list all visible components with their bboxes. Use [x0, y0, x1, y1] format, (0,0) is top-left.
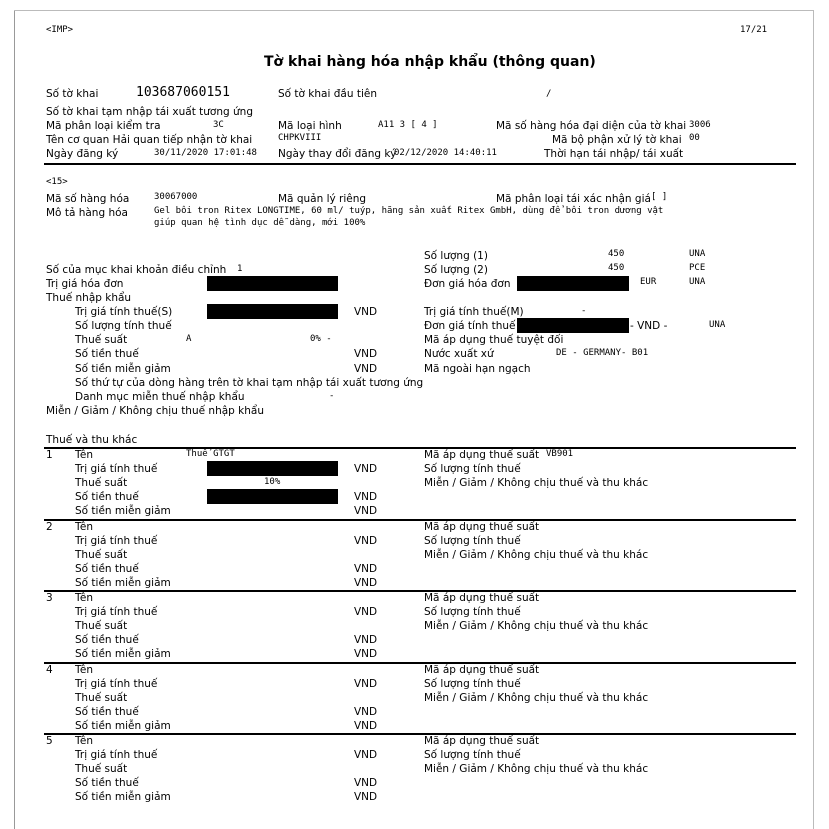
tax-so-tien-thue-currency: VND	[354, 705, 378, 718]
tax-so-tien-thue-currency: VND	[354, 777, 378, 789]
tri-gia-hoa-don-label: Trị giá hóa đơn	[46, 278, 124, 290]
thoi-han-label: Thời hạn tái nhập/ tái xuất	[544, 148, 684, 160]
so-to-khai-value: 103687060151	[136, 85, 230, 100]
tax-mien-giam-thue-va-thu-khac-label: Miễn / Giảm / Không chịu thuế và thu khác	[424, 548, 649, 561]
tax-tri-gia-tinh-thue-label: Trị giá tính thuế	[75, 606, 158, 618]
ten-co-quan-value: CHPKVIII	[278, 133, 322, 143]
tax-so-tien-mien-giam-currency: VND	[354, 791, 378, 803]
don-gia-tinh-thue-unit: UNA	[709, 320, 726, 330]
danh-muc-label: Danh mục miễn thuế nhập khẩu	[75, 391, 245, 403]
tax-mien-giam-thue-va-thu-khac-label: Miễn / Giảm / Không chịu thuế và thu khác	[424, 763, 649, 775]
ma-phan-loai-tai-xac-value: [ ]	[651, 192, 668, 202]
so-cua-muc-label: Số của mục khai khoản điều chỉnh	[46, 264, 227, 276]
tax-so-tien-mien-giam-label: Số tiền miễn giảm	[75, 576, 171, 589]
tri-gia-tinh-thue-s-label: Trị giá tính thuế(S)	[75, 306, 173, 318]
tax-so-luong-tinh-thue-label: Số lượng tính thuế	[424, 534, 521, 547]
tax-tri-gia-tinh-thue-label: Trị giá tính thuế	[75, 749, 158, 761]
tax-so-tien-thue-currency: VND	[354, 491, 378, 503]
so-luong-1-value: 450	[608, 249, 625, 259]
tax-ten-label: Tên	[75, 520, 94, 533]
tax-ma-ap-dung-thue-suat-label: Mã áp dụng thuế suất	[424, 449, 540, 461]
tax-tri-gia-tinh-thue-label: Trị giá tính thuế	[75, 677, 158, 690]
tax-ma-ap-dung-thue-suat-label: Mã áp dụng thuế suất	[424, 663, 540, 676]
tax-thue-suat-label: Thuế suất	[75, 548, 128, 561]
tax-so-luong-tinh-thue-label: Số lượng tính thuế	[424, 749, 521, 761]
tax-tri-gia-tinh-thue-label: Trị giá tính thuế	[75, 534, 158, 547]
ma-loai-hinh-value: A11 3 [ 4 ]	[378, 120, 438, 130]
nuoc-xuat-xu-label: Nước xuất xứ	[424, 348, 494, 360]
so-tien-thue-currency: VND	[354, 348, 378, 360]
tax-so-tien-thue-label: Số tiền thuế	[75, 705, 139, 718]
so-to-khai-dau-tien-slash: /	[546, 89, 552, 99]
redacted-tri-gia-tinh-thue-s	[207, 304, 338, 319]
tax-thue-suat-value: 10%	[264, 477, 281, 487]
ma-quan-ly-rieng-label: Mã quản lý riêng	[278, 193, 367, 205]
tax-ma-ap-dung-thue-suat-label: Mã áp dụng thuế suất	[424, 592, 540, 604]
tax-so-tien-mien-giam-label: Số tiền miễn giảm	[75, 648, 171, 660]
mien-giam-nk-label: Miễn / Giảm / Không chịu thuế nhập khẩu	[46, 405, 264, 417]
tax-ma-ap-dung-thue-suat-label: Mã áp dụng thuế suất	[424, 735, 540, 747]
tax-block	[0, 733, 829, 805]
tax-so-tien-thue-currency: VND	[354, 562, 378, 575]
redacted-don-gia-hoa-don	[517, 276, 629, 291]
tax-block-number: 4	[46, 663, 53, 676]
tax-ten-label: Tên	[75, 735, 94, 747]
section-divider	[44, 163, 796, 165]
so-cua-muc-value: 1	[237, 264, 243, 274]
mo-ta-line-2: giúp quan hệ tình dục dễ dàng, mới 100%	[154, 218, 366, 228]
nuoc-xuat-xu-value: DE - GERMANY- B01	[556, 348, 649, 358]
page-border-top	[14, 10, 814, 11]
form-code: <IMP>	[46, 25, 74, 35]
tax-block-number: 1	[46, 449, 53, 461]
so-tien-mien-giam-currency: VND	[354, 363, 378, 375]
don-gia-currency: EUR	[640, 277, 657, 287]
ma-phan-loai-tai-xac-label: Mã phân loại tái xác nhận giá	[496, 193, 651, 205]
tax-block-number: 3	[46, 592, 53, 604]
thue-suat-code: A	[186, 334, 192, 344]
so-luong-1-label: Số lượng (1)	[424, 250, 488, 262]
tax-so-tien-thue-label: Số tiền thuế	[75, 562, 139, 575]
page-number: 17/21	[740, 25, 768, 35]
tax-so-tien-mien-giam-currency: VND	[354, 576, 378, 589]
ma-phan-loai-kiem-tra-label: Mã phân loại kiểm tra	[46, 120, 161, 132]
tri-gia-tinh-thue-m-label: Trị giá tính thuế(M)	[424, 306, 524, 318]
tax-so-tien-mien-giam-label: Số tiền miễn giảm	[75, 791, 171, 803]
tax-so-luong-tinh-thue-label: Số lượng tính thuế	[424, 606, 521, 618]
item-index: <15>	[46, 177, 68, 187]
so-to-khai-tam-nhap-label: Số tờ khai tạm nhập tái xuất tương ứng	[46, 106, 253, 118]
tax-block	[0, 662, 829, 734]
ten-co-quan-label: Tên cơ quan Hải quan tiếp nhận tờ khai	[46, 134, 253, 146]
so-tien-thue-label: Số tiền thuế	[75, 348, 139, 360]
tax-block-number: 5	[46, 735, 53, 747]
document-title: Tờ khai hàng hóa nhập khẩu (thông quan)	[264, 54, 596, 70]
ma-so-hang-hoa-label: Mã số hàng hóa	[46, 193, 130, 205]
tax-so-tien-mien-giam-label: Số tiền miễn giảm	[75, 719, 171, 732]
so-luong-2-unit: PCE	[689, 263, 706, 273]
ma-ap-dung-tuyet-doi-label: Mã áp dụng thuế tuyệt đối	[424, 334, 564, 346]
tax-so-tien-mien-giam-currency: VND	[354, 719, 378, 732]
tax-mien-giam-thue-va-thu-khac-label: Miễn / Giảm / Không chịu thuế và thu khác	[424, 691, 649, 704]
tax-tri-gia-tinh-thue-currency: VND	[354, 677, 378, 690]
tax-so-tien-thue-currency: VND	[354, 634, 378, 646]
thue-suat-label: Thuế suất	[75, 334, 128, 346]
tri-gia-tinh-thue-m-value: -	[581, 306, 587, 316]
tax-tri-gia-tinh-thue-currency: VND	[354, 534, 378, 547]
tax-tri-gia-tinh-thue-currency: VND	[354, 463, 378, 475]
ngay-dang-ky-label: Ngày đăng ký	[46, 148, 119, 160]
tax-so-tien-mien-giam-currency: VND	[354, 648, 378, 660]
ma-loai-hinh-label: Mã loại hình	[278, 120, 342, 132]
tax-block	[0, 590, 829, 662]
ma-ngoai-han-ngach-label: Mã ngoài hạn ngạch	[424, 363, 531, 375]
danh-muc-value: -	[329, 391, 335, 401]
ma-so-hang-dai-dien-value: 3006	[689, 120, 711, 130]
tax-so-tien-mien-giam-currency: VND	[354, 505, 378, 517]
tax-ten-label: Tên	[75, 592, 94, 604]
thue-nhap-khau-label: Thuế nhập khẩu	[46, 292, 132, 304]
ngay-dang-ky-value: 30/11/2020 17:01:48	[154, 148, 257, 158]
ma-bo-phan-value: 00	[689, 133, 700, 143]
ma-phan-loai-kiem-tra-value: 3C	[213, 120, 224, 130]
so-luong-1-unit: UNA	[689, 249, 706, 259]
tax-mien-giam-thue-va-thu-khac-label: Miễn / Giảm / Không chịu thuế và thu khác	[424, 620, 649, 632]
tax-ten-label: Tên	[75, 663, 94, 676]
tax-tri-gia-tinh-thue-currency: VND	[354, 749, 378, 761]
tax-thue-suat-label: Thuế suất	[75, 763, 128, 775]
tax-block-number: 2	[46, 520, 53, 533]
mo-ta-line-1: Gel bôi tron Ritex LONGTIME, 60 ml/ tuýp, hãng sản xuất Ritex GmbH, dùng để bôi tron dương vật	[154, 206, 664, 216]
ma-bo-phan-label: Mã bộ phận xử lý tờ khai	[552, 134, 682, 146]
so-tien-mien-giam-label: Số tiền miễn giảm	[75, 363, 171, 375]
tax-thue-suat-label: Thuế suất	[75, 620, 128, 632]
redacted-tri-gia-hoa-don	[207, 276, 338, 291]
mo-ta-label: Mô tả hàng hóa	[46, 207, 128, 219]
ngay-thay-doi-label: Ngày thay đổi đăng ký	[278, 148, 397, 160]
don-gia-tinh-thue-label: Đơn giá tính thuế	[424, 320, 516, 332]
so-luong-tinh-thue-label: Số lượng tính thuế	[75, 320, 172, 332]
so-to-khai-label: Số tờ khai	[46, 88, 99, 100]
tax-thue-suat-label: Thuế suất	[75, 691, 128, 704]
tax-so-luong-tinh-thue-label: Số lượng tính thuế	[424, 677, 521, 690]
tax-so-luong-tinh-thue-label: Số lượng tính thuế	[424, 463, 521, 475]
tax-ten-label: Tên	[75, 449, 94, 461]
other-taxes-title: Thuế và thu khác	[46, 434, 138, 446]
tax-tri-gia-tinh-thue-currency: VND	[354, 606, 378, 618]
thue-suat-value: 0% -	[310, 334, 332, 344]
tri-gia-tinh-thue-s-currency: VND	[354, 306, 378, 318]
tax-so-tien-mien-giam-label: Số tiền miễn giảm	[75, 505, 171, 517]
tax-block	[0, 447, 829, 519]
ma-so-hang-dai-dien-label: Mã số hàng hóa đại diện của tờ khai	[496, 120, 687, 132]
don-gia-unit: UNA	[689, 277, 706, 287]
tax-ma-ap-dung-thue-suat-label: Mã áp dụng thuế suất	[424, 520, 540, 533]
tax-tri-gia-tinh-thue-redacted	[207, 461, 338, 476]
don-gia-tinh-thue-suffix: - VND -	[630, 320, 668, 332]
so-thu-tu-label: Số thứ tự của dòng hàng trên tờ khai tạm nhập tái xuất tương ứng	[75, 377, 424, 389]
so-luong-2-label: Số lượng (2)	[424, 264, 488, 276]
tax-thue-suat-label: Thuế suất	[75, 477, 128, 489]
tax-mien-giam-thue-va-thu-khac-label: Miễn / Giảm / Không chịu thuế và thu khác	[424, 477, 649, 489]
tax-so-tien-thue-label: Số tiền thuế	[75, 491, 139, 503]
tax-tri-gia-tinh-thue-label: Trị giá tính thuế	[75, 463, 158, 475]
tax-ma-ap-dung-thue-suat-value: VB901	[546, 449, 574, 459]
ngay-thay-doi-value: 02/12/2020 14:40:11	[394, 148, 497, 158]
tax-block	[0, 519, 829, 591]
so-luong-2-value: 450	[608, 263, 625, 273]
redacted-don-gia-tinh-thue	[517, 318, 629, 333]
tax-so-tien-thue-label: Số tiền thuế	[75, 777, 139, 789]
so-to-khai-dau-tien-label: Số tờ khai đầu tiên	[278, 88, 377, 100]
tax-ten-value: Thuế GTGT	[186, 449, 235, 459]
tax-so-tien-thue-redacted	[207, 489, 338, 504]
tax-so-tien-thue-label: Số tiền thuế	[75, 634, 139, 646]
ma-so-hang-hoa-value: 30067000	[154, 192, 198, 202]
don-gia-hoa-don-label: Đơn giá hóa đơn	[424, 278, 511, 290]
